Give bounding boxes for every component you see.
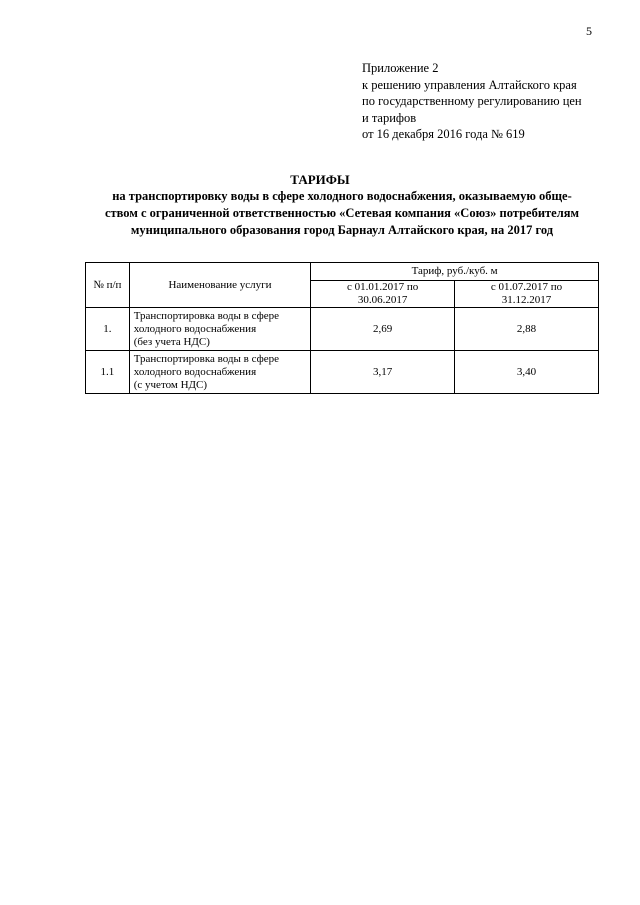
appendix-line: по государственному регулированию цен — [362, 94, 582, 108]
service-name-line: холодного водоснабжения — [133, 322, 257, 335]
tariff-table — [85, 262, 599, 394]
appendix-line: и тарифов — [362, 110, 417, 125]
header-period-2 — [455, 281, 599, 308]
header-period-2-line: с 01.07.2017 по — [490, 281, 563, 293]
service-name-line: (без учета НДС) — [133, 335, 210, 348]
appendix-line: к решению управления Алтайского края — [362, 77, 577, 92]
row-num: 1.1 — [86, 351, 130, 394]
subtitle-line: на транспортировку воды в сфере холодного водоснабжения, оказываемую обще- — [112, 189, 572, 203]
row-service-name — [129, 351, 311, 394]
header-period-2-line: 31.12.2017 — [501, 294, 552, 306]
subtitle-line: муниципального образования город Барнаул Алтайского края, на 2017 год — [130, 223, 554, 237]
appendix-header — [362, 60, 582, 143]
service-name-line: (с учетом НДС) — [133, 378, 208, 391]
header-period-1-line: 30.06.2017 — [357, 294, 408, 306]
service-name-line: холодного водоснабжения — [133, 365, 257, 378]
header-name: Наименование услуги — [129, 263, 311, 308]
subtitle-line: ством с ограниченной ответственностью «Сетевая компания «Союз» потребителям — [104, 206, 580, 220]
row-value-period-2: 2,88 — [455, 308, 599, 351]
row-value-period-1: 2,69 — [311, 308, 455, 351]
row-value-period-1: 3,17 — [311, 351, 455, 394]
document-subtitle — [82, 188, 602, 239]
table-row — [86, 351, 599, 394]
service-name-line: Транспортировка воды в сфере — [133, 352, 280, 365]
page-number: 5 — [586, 24, 592, 38]
header-period-1-line: с 01.01.2017 по — [347, 281, 419, 293]
header-period-1 — [311, 281, 455, 308]
table-row — [86, 308, 599, 351]
appendix-line: Приложение 2 — [362, 61, 439, 75]
row-value-period-2: 3,40 — [455, 351, 599, 394]
service-name-line: Транспортировка воды в сфере — [133, 309, 280, 322]
header-tariff: Тариф, руб./куб. м — [311, 263, 599, 281]
row-service-name — [129, 308, 311, 351]
header-num: № п/п — [86, 263, 130, 308]
document-title: ТАРИФЫ — [290, 172, 350, 187]
appendix-line: от 16 декабря 2016 года № 619 — [362, 127, 525, 141]
row-num: 1. — [86, 308, 130, 351]
